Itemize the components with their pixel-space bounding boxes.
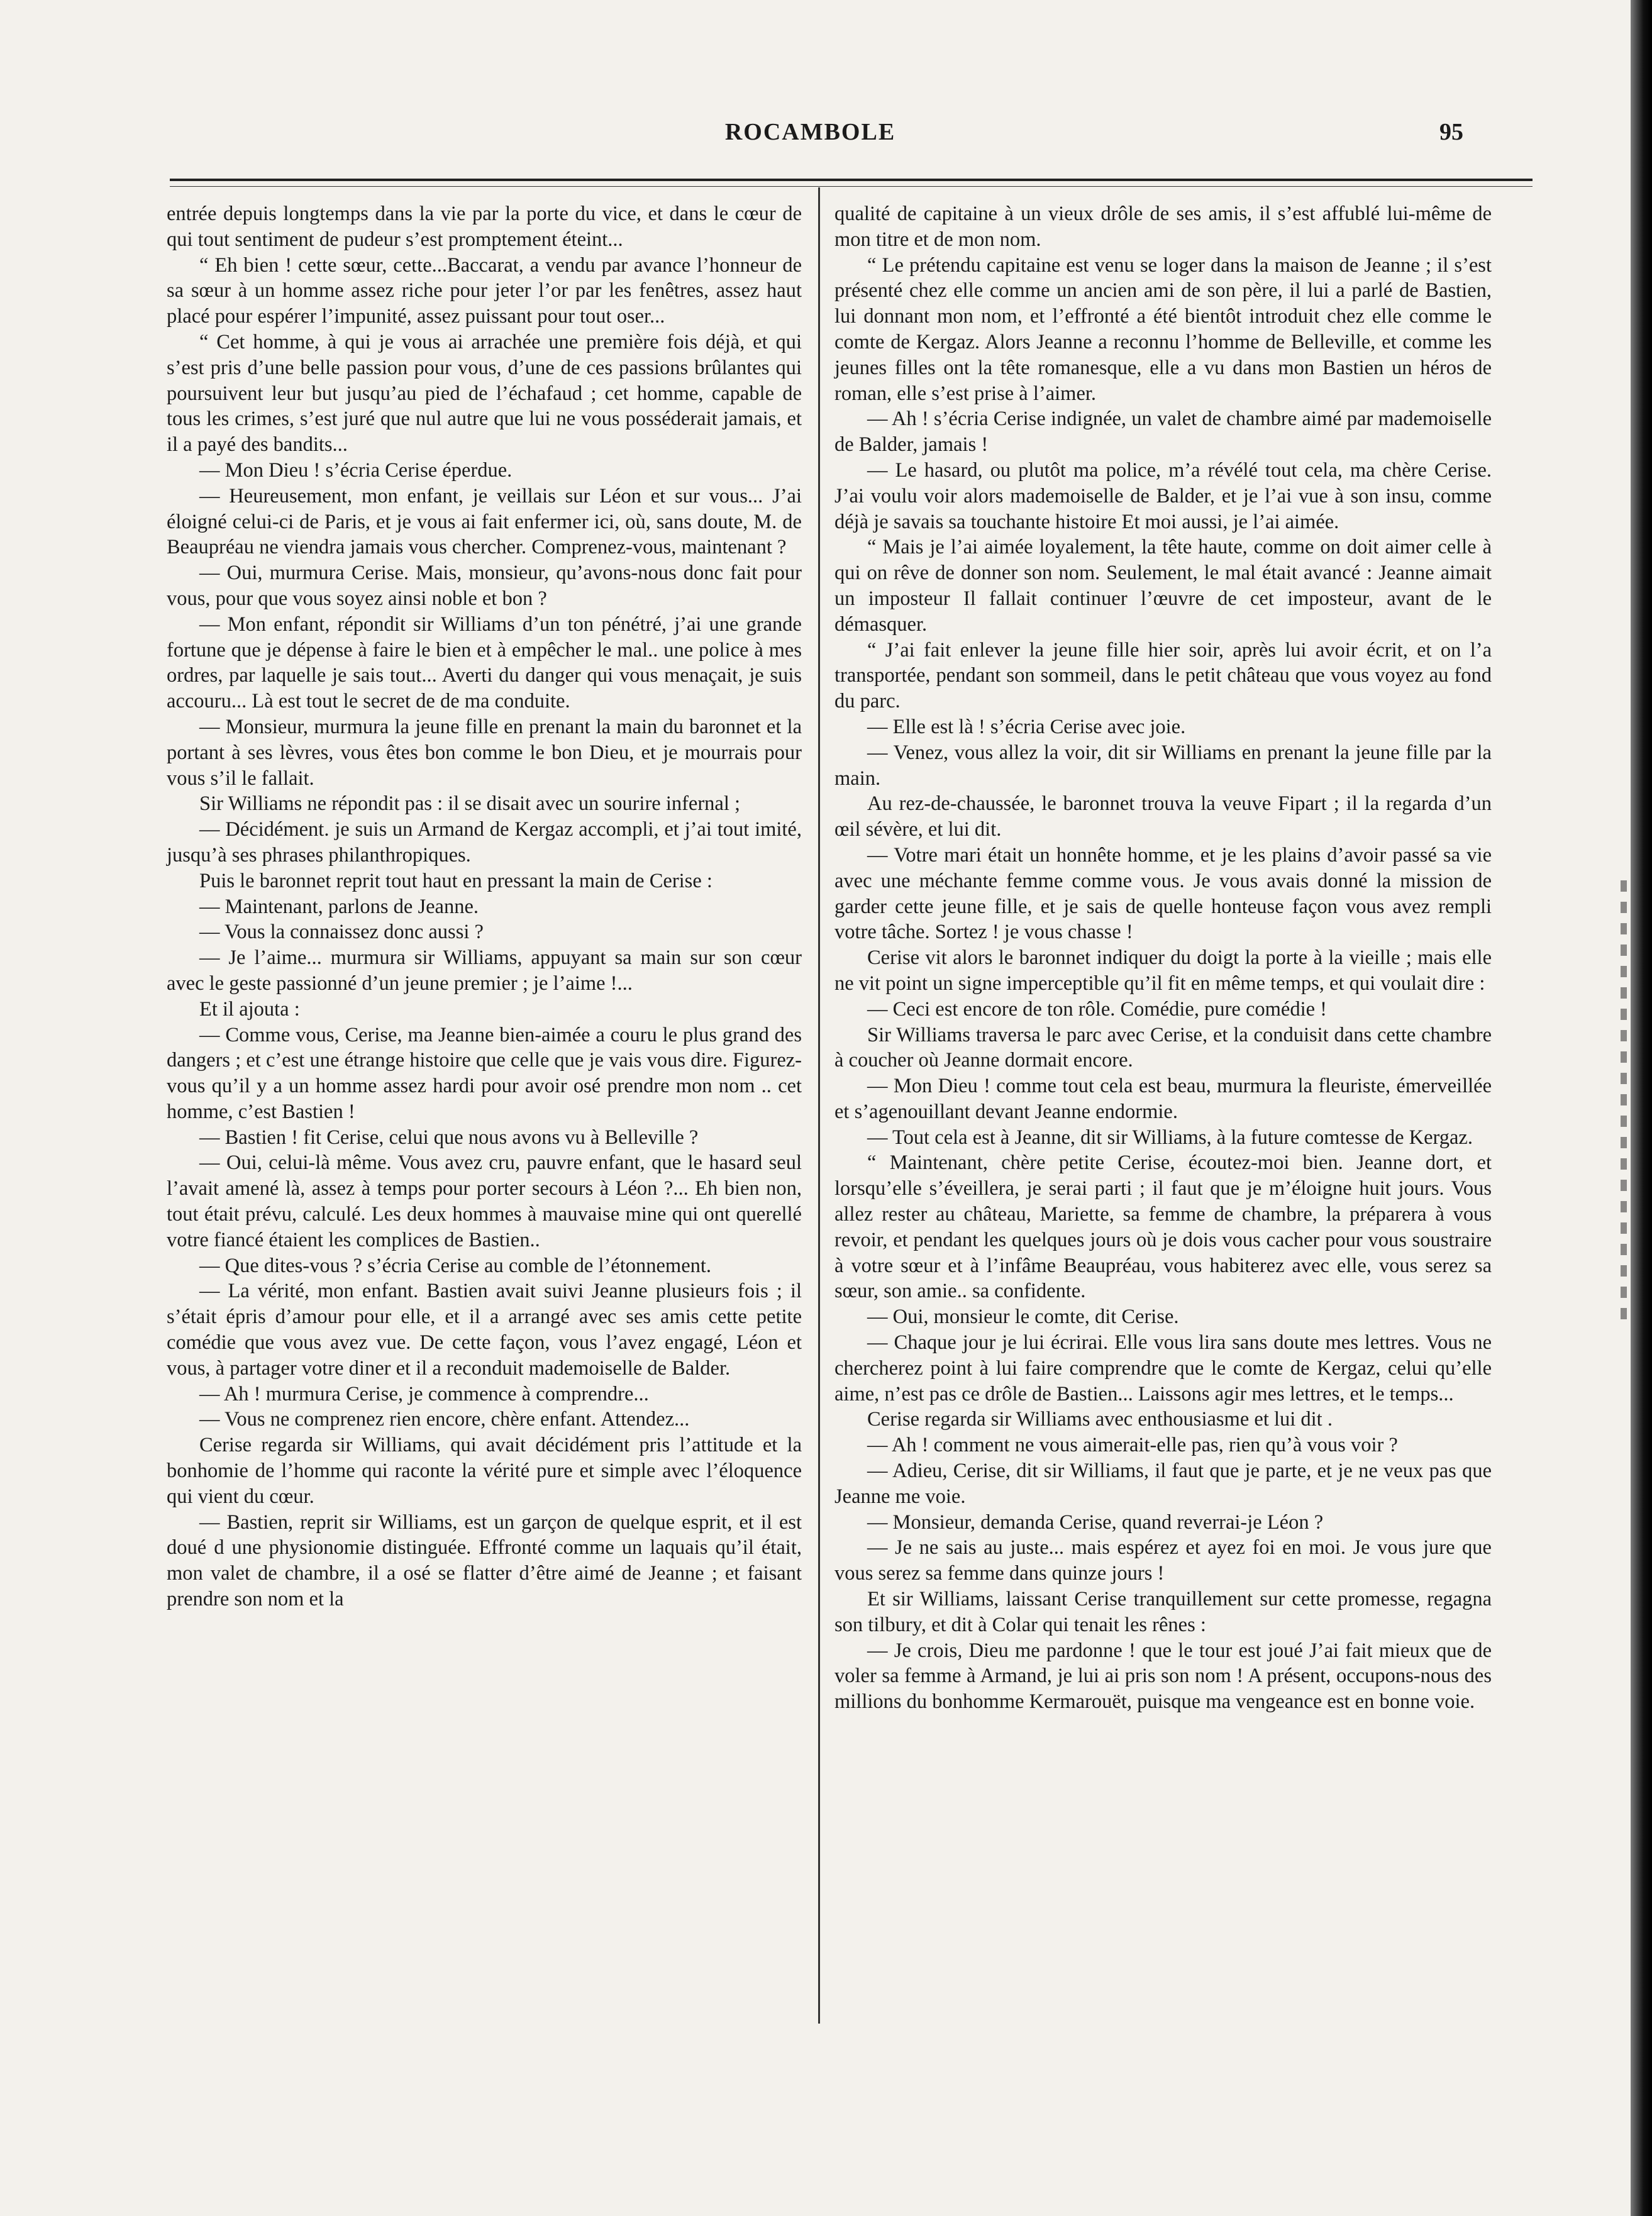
paragraph: “ Maintenant, chère petite Cerise, écoutez-moi bien. Jeanne dort, et lorsqu’elle s’éveillera, je serai parti ; il faut que je m’éloigne huit jours. Vous allez rester au château, Mariette, sa femme de chambre, la préparera à vous revoir, et pendant les quelques jours où je dois vous cacher pour vous soustraire à votre sœur et à l’infâme Beaupréau, vous habiterez avec elle, vous serez sa sœur, son amie.. sa confidente. — [834, 1151, 1492, 1303]
paragraph: — Comme vous, Cerise, ma Jeanne bien-aimée a couru le plus grand des dangers ; et c’est une étrange histoire que celle que je vais vous dire. Figurez-vous qu’il y a un homme assez hardi pour avoir osé prendre mon nom .. cet homme, c’est Bastien ! — [167, 1023, 802, 1123]
paragraph: — Ah ! s’écria Cerise indignée, un valet de chambre aimé par mademoiselle de Balder, jamais ! — [834, 407, 1492, 457]
paragraph: — Adieu, Cerise, dit sir Williams, il faut que je parte, et je ne veux pas que Jeanne me voie. — [834, 1460, 1492, 1508]
page-number: 95 — [1439, 119, 1463, 145]
paragraph: — Je ne sais au juste... mais espérez et ayez foi en moi. Je vous jure que vous serez sa femme dans quinze jours ! — [834, 1536, 1492, 1585]
paragraph: — Je l’aime... murmura sir Williams, appuyant sa main sur son cœur avec le geste passionné d’un jeune premier ; je l’aime !... — [167, 946, 802, 995]
page-edge-shadow — [1631, 0, 1652, 2216]
paragraph: Et sir Williams, laissant Cerise tranquillement sur cette promesse, regagna son tilbury, et dit à Colar qui tenait les rênes : — [834, 1588, 1492, 1636]
left-column — [167, 201, 802, 1612]
column-divider — [818, 187, 820, 2024]
paragraph: — La vérité, mon enfant. Bastien avait suivi Jeanne plusieurs fois ; il s’était épris d’amour pour elle, et il a arrangé avec ses amis cette petite comédie que vous avez vue. De cette façon, vous l’avez engagé, Léon et vous, à partager votre diner et il a reconduit mademoiselle de Balder. — [167, 1280, 802, 1380]
paragraph: Au rez-de-chaussée, le baronnet trouva la veuve Fipart ; il la regarda d’un œil sévère, et lui dit. — [834, 792, 1492, 841]
paragraph: “ Le prétendu capitaine est venu se loger dans la maison de Jeanne ; il s’est présenté chez elle comme un ancien ami de son père, il lui a parlé de Bastien, lui donnant mon nom, et l’effronté a été bientôt introduit chez elle comme le comte de Kergaz. Alors Jeanne a reconnu l’homme de Belleville, et comme les jeunes filles ont la tête romanesque, elle a vu dans mon Bastien un héros de roman, elle s’est prise à l’aimer. — [834, 253, 1492, 405]
paragraph: — Ah ! comment ne vous aimerait-elle pas, rien qu’à vous voir ? — [867, 1434, 1398, 1457]
paragraph: “ Mais je l’ai aimée loyalement, la tête haute, comme on doit aimer celle à qui on rêve de donner son nom. Seulement, le mal était avancé : Jeanne aimait un imposteur Il fallait continuer l’œuvre de cet imposteur, avant de le démasquer. — [834, 536, 1492, 636]
paragraph: — Oui, celui-là même. Vous avez cru, pauvre enfant, que le hasard seul l’avait amené là, assez à temps pour porter secours à Léon ?... Eh bien non, tout était prévu, calculé. Les deux hommes à mauvaise mine qui ont querellé votre fiancé étaient les complices de Bastien.. — [167, 1151, 802, 1251]
paragraph: — Décidément. je suis un Armand de Kergaz accompli, et j’ai tout imité, jusqu’à ses phrases philanthropiques. — [167, 818, 802, 867]
running-title: ROCAMBOLE — [724, 119, 896, 145]
paragraph: — Ah ! murmura Cerise, je commence à comprendre... — [199, 1382, 649, 1405]
paragraph: — Heureusement, mon enfant, je veillais sur Léon et sur vous... J’ai éloigné celui-ci de Paris, et je vous ai fait enfermer ici, où, sans doute, M. de Beaupréau ne viendra jamais vous chercher. Comprenez-vous, maintenant ? — [167, 484, 802, 559]
header-rule — [170, 179, 1533, 187]
paragraph: — Vous ne comprenez rien encore, chère enfant. Attendez... — [199, 1408, 690, 1431]
paragraph: Sir Williams traversa le parc avec Cerise, et la conduisit dans cette chambre à coucher où Jeanne dormait encore. — [834, 1023, 1492, 1072]
paragraph: — Elle est là ! s’écria Cerise avec joie. — [867, 715, 1186, 738]
paragraph: — Oui, monsieur le comte, dit Cerise. — [867, 1305, 1179, 1329]
paragraph: Sir Williams ne répondit pas : il se disait avec un sourire infernal ; — [199, 792, 741, 816]
paragraph: — Oui, murmura Cerise. Mais, monsieur, qu’avons-nous donc fait pour vous, pour que vous soyez ainsi noble et bon ? — [167, 562, 802, 610]
paragraph: — Maintenant, parlons de Jeanne. — [199, 895, 479, 918]
paragraph: — Tout cela est à Jeanne, dit sir Williams, à la future comtesse de Kergaz. — [867, 1126, 1473, 1149]
paragraph: — Chaque jour je lui écrirai. Elle vous lira sans doute mes lettres. Vous ne chercherez point à lui faire comprendre que le comte de Kergaz, celui qu’elle aime, n’est pas ce drôle de Bastien... Laissons agir mes lettres, et le temps... — [834, 1331, 1492, 1405]
paragraph: Cerise vit alors le baronnet indiquer du doigt la porte à la vieille ; mais elle ne vit point un signe imperceptible qu’il fit en même temps, et qui voulait dire : — [834, 946, 1492, 995]
paragraph: — Venez, vous allez la voir, dit sir Williams en prenant la jeune fille par la main. — [834, 741, 1492, 790]
paragraph: — Vous la connaissez donc aussi ? — [199, 921, 484, 944]
paragraph: “ J’ai fait enlever la jeune fille hier soir, après lui avoir écrit, et on l’a transportée, pendant son sommeil, dans le petit château que vous voyez au fond du parc. — [834, 638, 1492, 713]
paragraph: qualité de capitaine à un vieux drôle de ses amis, il s’est affublé lui-même de mon titre et de mon nom. — [834, 202, 1492, 251]
paragraph: — Le hasard, ou plutôt ma police, m’a révélé tout cela, ma chère Cerise. J’ai voulu voir alors mademoiselle de Balder, et je l’ai vue à son insu, comme déjà je savais sa touchante histoire Et moi aussi, je l’ai aimée. — [834, 458, 1492, 533]
paragraph: “ Cet homme, à qui je vous ai arrachée une première fois déjà, et qui s’est pris d’une belle passion pour vous, d’une de ces passions brûlantes qui poursuivent leur but jusqu’au pied de l’échafaud ; cet homme, capable de tous les crimes, s’est juré que nul autre que lui ne vous posséderait jamais, et il a payé des bandits... — [167, 330, 802, 457]
paragraph: — Monsieur, demanda Cerise, quand reverrai-je Léon ? — [867, 1510, 1324, 1534]
paragraph: — Je crois, Dieu me pardonne ! que le tour est joué J’ai fait mieux que de voler sa femme à Armand, je lui ai pris son nom ! A présent, occupons-nous des millions du bonhomme Kermarouët, puisque ma vengeance est en bonne voie. — [834, 1639, 1492, 1714]
paragraph: Cerise regarda sir Williams, qui avait décidément pris l’attitude et la bonhomie de l’homme qui raconte la vérité pure et simple avec l’éloquence qui vient du cœur. — [167, 1434, 802, 1508]
right-column — [834, 201, 1492, 1715]
paragraph: entrée depuis longtemps dans la vie par la porte du vice, et dans le cœur de qui tout sentiment de pudeur s’est promptement éteint... — [167, 202, 802, 251]
paragraph: Et il ajouta : — [199, 997, 300, 1021]
paragraph: Puis le baronnet reprit tout haut en pressant la main de Cerise : — [199, 869, 712, 892]
paragraph: Cerise regarda sir Williams avec enthousiasme et lui dit . — [867, 1408, 1333, 1431]
paragraph: — Mon enfant, répondit sir Williams d’un ton pénétré, j’ai une grande fortune que je dépense à faire le bien et à empêcher le mal.. une police à mes ordres, par laquelle je sais tout... Averti du danger qui vous menaçait, je suis accouru... Là est tout le secret de de ma conduite. — [167, 612, 802, 713]
page-edge-marks — [1621, 880, 1627, 1321]
page-header — [170, 118, 1463, 156]
paragraph: “ Eh bien ! cette sœur, cette...Baccarat, a vendu par avance l’honneur de sa sœur à un homme assez riche pour jeter l’or par les fenêtres, assez haut placé pour espérer l’impunité, assez puissant pour tout oser... — [167, 253, 802, 328]
paragraph: — Que dites-vous ? s’écria Cerise au comble de l’étonnement. — [199, 1254, 712, 1277]
paragraph: — Mon Dieu ! s’écria Cerise éperdue. — [199, 458, 513, 482]
paragraph: — Bastien ! fit Cerise, celui que nous avons vu à Belleville ? — [199, 1126, 699, 1149]
paragraph: — Votre mari était un honnête homme, et je les plains d’avoir passé sa vie avec une méchante femme comme vous. Je vous avais donné la mission de garder cette jeune fille, et je sais de quelle honteuse façon vous avez rempli votre tâche. Sortez ! je vous chasse ! — [834, 843, 1492, 944]
paragraph: — Ceci est encore de ton rôle. Comédie, pure comédie ! — [867, 997, 1327, 1021]
paragraph: — Bastien, reprit sir Williams, est un garçon de quelque esprit, et il est doué d une physionomie distinguée. Effronté comme un laquais qu’il était, mon valet de chambre, il a osé se flatter d’être aimé de Jeanne ; et faisant prendre son nom et la — [167, 1510, 802, 1611]
paragraph: — Monsieur, murmura la jeune fille en prenant la main du baronnet et la portant à ses lèvres, vous êtes bon comme le bon Dieu, et je mourrais pour vous s’il le fallait. — [167, 715, 802, 790]
paragraph: — Mon Dieu ! comme tout cela est beau, murmura la fleuriste, émerveillée et s’agenouillant devant Jeanne endormie. — [834, 1075, 1492, 1123]
